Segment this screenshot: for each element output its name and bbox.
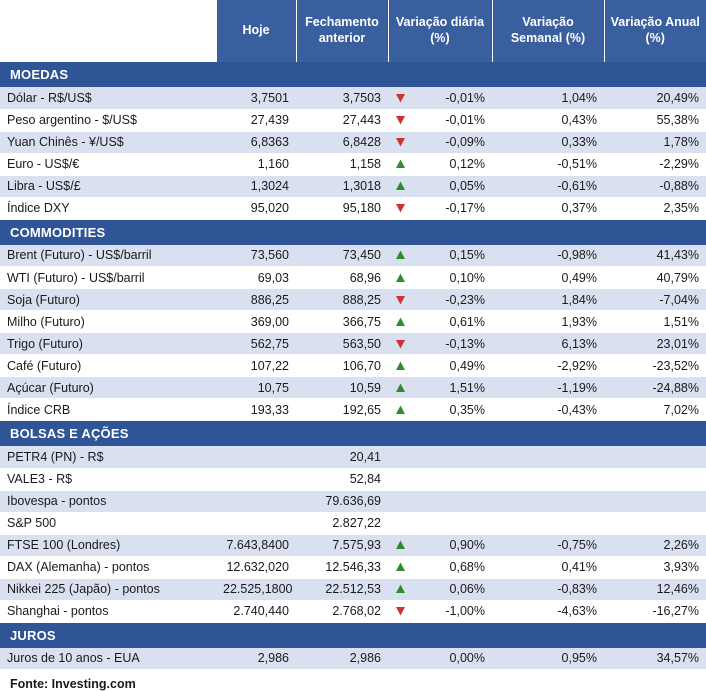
row-label: S&P 500 [0, 512, 216, 534]
header-variacao-anual: Variação Anual (%) [604, 0, 706, 62]
arrow-up-icon [395, 181, 406, 192]
cell-variacao-anual: 55,38% [604, 109, 706, 131]
table-header [0, 0, 706, 62]
footer-row [0, 670, 706, 691]
table-row [0, 245, 706, 267]
row-label: Índice CRB [0, 399, 216, 421]
section-title: MOEDAS [0, 62, 706, 87]
table-row [0, 534, 706, 556]
cell-variacao-semanal: 6,13% [492, 333, 604, 355]
cell-variacao-diaria [388, 578, 492, 600]
arrow-up-icon [395, 562, 406, 573]
cell-hoje: 73,560 [216, 245, 296, 267]
cell-variacao-anual: 41,43% [604, 245, 706, 267]
variacao-diaria-value: 0,61% [450, 315, 485, 329]
cell-variacao-anual: -0,88% [604, 175, 706, 197]
cell-hoje: 3,7501 [216, 87, 296, 109]
cell-hoje [216, 490, 296, 512]
cell-hoje: 1,3024 [216, 175, 296, 197]
section-header-row [0, 62, 706, 87]
cell-hoje: 27,439 [216, 109, 296, 131]
variacao-diaria-value: 0,00% [450, 651, 485, 665]
cell-variacao-semanal: 0,33% [492, 131, 604, 153]
cell-variacao-anual: -16,27% [604, 600, 706, 622]
cell-variacao-anual [604, 512, 706, 534]
cell-hoje: 107,22 [216, 355, 296, 377]
cell-variacao-diaria [388, 556, 492, 578]
header-blank [0, 0, 216, 62]
variacao-diaria-value: 0,35% [450, 403, 485, 417]
cell-variacao-semanal: 1,04% [492, 87, 604, 109]
cell-variacao-anual [604, 490, 706, 512]
arrow-up-icon [395, 382, 406, 393]
variacao-diaria-value: -0,23% [445, 293, 485, 307]
cell-variacao-diaria [388, 399, 492, 421]
variacao-diaria-value: 0,90% [450, 538, 485, 552]
table-row [0, 197, 706, 219]
cell-variacao-semanal: -0,51% [492, 153, 604, 175]
header-variacao-semanal: Variação Semanal (%) [492, 0, 604, 62]
cell-fechamento-anterior: 192,65 [296, 399, 388, 421]
row-label: Café (Futuro) [0, 355, 216, 377]
table-row [0, 399, 706, 421]
cell-fechamento-anterior: 563,50 [296, 333, 388, 355]
row-label: Libra - US$/£ [0, 175, 216, 197]
cell-variacao-diaria [388, 267, 492, 289]
table-row [0, 490, 706, 512]
variacao-diaria-value: -0,17% [445, 201, 485, 215]
cell-variacao-semanal: 0,41% [492, 556, 604, 578]
row-label: Açúcar (Futuro) [0, 377, 216, 399]
cell-variacao-anual: 23,01% [604, 333, 706, 355]
cell-hoje: 2.740,440 [216, 600, 296, 622]
cell-variacao-semanal [492, 512, 604, 534]
cell-variacao-diaria [388, 333, 492, 355]
table-body [0, 62, 706, 691]
arrow-up-icon [395, 159, 406, 170]
cell-hoje: 886,25 [216, 289, 296, 311]
cell-variacao-semanal [492, 468, 604, 490]
table-row [0, 153, 706, 175]
cell-fechamento-anterior: 95,180 [296, 197, 388, 219]
cell-fechamento-anterior: 2.827,22 [296, 512, 388, 534]
variacao-diaria-value: -0,01% [445, 113, 485, 127]
table-row [0, 600, 706, 622]
cell-variacao-semanal: -1,19% [492, 377, 604, 399]
cell-variacao-diaria [388, 490, 492, 512]
cell-fechamento-anterior: 20,41 [296, 446, 388, 468]
variacao-diaria-value: -0,13% [445, 337, 485, 351]
cell-hoje: 22.525,1800 [216, 578, 296, 600]
cell-variacao-anual: 7,02% [604, 399, 706, 421]
cell-variacao-anual: 2,35% [604, 197, 706, 219]
cell-fechamento-anterior: 1,3018 [296, 175, 388, 197]
cell-variacao-diaria [388, 175, 492, 197]
table-row [0, 377, 706, 399]
cell-variacao-diaria [388, 355, 492, 377]
cell-variacao-semanal: 1,93% [492, 311, 604, 333]
cell-variacao-diaria [388, 534, 492, 556]
variacao-diaria-value: 0,06% [450, 582, 485, 596]
cell-fechamento-anterior: 73,450 [296, 245, 388, 267]
cell-fechamento-anterior: 79.636,69 [296, 490, 388, 512]
cell-hoje: 69,03 [216, 267, 296, 289]
cell-variacao-semanal: -0,61% [492, 175, 604, 197]
cell-variacao-diaria [388, 153, 492, 175]
table-row [0, 333, 706, 355]
row-label: Peso argentino - $/US$ [0, 109, 216, 131]
row-label: Trigo (Futuro) [0, 333, 216, 355]
arrow-up-icon [395, 360, 406, 371]
cell-variacao-anual: -23,52% [604, 355, 706, 377]
cell-hoje: 562,75 [216, 333, 296, 355]
table-row [0, 267, 706, 289]
cell-hoje: 1,160 [216, 153, 296, 175]
cell-fechamento-anterior: 7.575,93 [296, 534, 388, 556]
cell-hoje [216, 468, 296, 490]
section-title: JUROS [0, 622, 706, 648]
cell-fechamento-anterior: 3,7503 [296, 87, 388, 109]
cell-variacao-anual: 34,57% [604, 648, 706, 670]
cell-variacao-anual [604, 468, 706, 490]
variacao-diaria-value: -0,09% [445, 135, 485, 149]
cell-variacao-anual: 1,51% [604, 311, 706, 333]
table-row [0, 648, 706, 670]
cell-variacao-semanal: -4,63% [492, 600, 604, 622]
cell-variacao-anual [604, 446, 706, 468]
row-label: Soja (Futuro) [0, 289, 216, 311]
cell-fechamento-anterior: 12.546,33 [296, 556, 388, 578]
row-label: Euro - US$/€ [0, 153, 216, 175]
cell-hoje [216, 446, 296, 468]
cell-variacao-semanal: 0,43% [492, 109, 604, 131]
table-row [0, 311, 706, 333]
cell-variacao-anual: -2,29% [604, 153, 706, 175]
cell-variacao-diaria [388, 87, 492, 109]
cell-variacao-semanal [492, 446, 604, 468]
cell-hoje: 95,020 [216, 197, 296, 219]
cell-variacao-anual: 2,26% [604, 534, 706, 556]
arrow-up-icon [395, 584, 406, 595]
arrow-down-icon [395, 606, 406, 617]
row-label: Yuan Chinês - ¥/US$ [0, 131, 216, 153]
cell-fechamento-anterior: 27,443 [296, 109, 388, 131]
cell-variacao-diaria [388, 311, 492, 333]
cell-variacao-semanal: 1,84% [492, 289, 604, 311]
cell-variacao-diaria [388, 289, 492, 311]
cell-variacao-anual: 12,46% [604, 578, 706, 600]
cell-variacao-diaria [388, 197, 492, 219]
arrow-down-icon [395, 115, 406, 126]
variacao-diaria-value: 0,15% [450, 248, 485, 262]
cell-fechamento-anterior: 52,84 [296, 468, 388, 490]
table-row [0, 355, 706, 377]
section-title: BOLSAS E AÇÕES [0, 421, 706, 447]
cell-variacao-semanal: -0,75% [492, 534, 604, 556]
cell-variacao-semanal [492, 490, 604, 512]
cell-variacao-semanal: -0,98% [492, 245, 604, 267]
arrow-up-icon [395, 316, 406, 327]
arrow-up-icon [395, 540, 406, 551]
table-row [0, 175, 706, 197]
table-row [0, 468, 706, 490]
arrow-down-icon [395, 137, 406, 148]
cell-hoje: 369,00 [216, 311, 296, 333]
row-label: FTSE 100 (Londres) [0, 534, 216, 556]
cell-fechamento-anterior: 1,158 [296, 153, 388, 175]
row-label: PETR4 (PN) - R$ [0, 446, 216, 468]
variacao-diaria-value: 0,10% [450, 271, 485, 285]
table-row [0, 109, 706, 131]
cell-variacao-diaria [388, 600, 492, 622]
section-header-row [0, 219, 706, 245]
cell-variacao-semanal: 0,95% [492, 648, 604, 670]
cell-variacao-semanal: 0,37% [492, 197, 604, 219]
table-row [0, 131, 706, 153]
arrow-up-icon [395, 272, 406, 283]
row-label: Dólar - R$/US$ [0, 87, 216, 109]
cell-fechamento-anterior: 68,96 [296, 267, 388, 289]
arrow-up-icon [395, 404, 406, 415]
cell-variacao-diaria [388, 446, 492, 468]
cell-variacao-semanal: -0,83% [492, 578, 604, 600]
cell-hoje [216, 512, 296, 534]
arrow-down-icon [395, 338, 406, 349]
table-row [0, 556, 706, 578]
row-label: Shanghai - pontos [0, 600, 216, 622]
variacao-diaria-value: 1,51% [450, 381, 485, 395]
variacao-diaria-value: 0,12% [450, 157, 485, 171]
row-label: Brent (Futuro) - US$/barril [0, 245, 216, 267]
row-label: Nikkei 225 (Japão) - pontos [0, 578, 216, 600]
cell-variacao-diaria [388, 512, 492, 534]
cell-fechamento-anterior: 366,75 [296, 311, 388, 333]
table-row [0, 578, 706, 600]
header-fechamento-anterior: Fechamento anterior [296, 0, 388, 62]
cell-variacao-diaria [388, 245, 492, 267]
row-label: Ibovespa - pontos [0, 490, 216, 512]
cell-variacao-anual: 20,49% [604, 87, 706, 109]
cell-variacao-semanal: -2,92% [492, 355, 604, 377]
cell-fechamento-anterior: 2,986 [296, 648, 388, 670]
row-label: Índice DXY [0, 197, 216, 219]
cell-variacao-anual: -7,04% [604, 289, 706, 311]
header-variacao-diaria: Variação diária (%) [388, 0, 492, 62]
cell-hoje: 2,986 [216, 648, 296, 670]
cell-variacao-diaria [388, 648, 492, 670]
variacao-diaria-value: 0,68% [450, 560, 485, 574]
cell-hoje: 193,33 [216, 399, 296, 421]
table-row [0, 512, 706, 534]
section-header-row [0, 421, 706, 447]
variacao-diaria-value: 0,49% [450, 359, 485, 373]
cell-variacao-anual: 40,79% [604, 267, 706, 289]
row-label: Juros de 10 anos - EUA [0, 648, 216, 670]
cell-fechamento-anterior: 10,59 [296, 377, 388, 399]
cell-variacao-semanal: -0,43% [492, 399, 604, 421]
cell-fechamento-anterior: 888,25 [296, 289, 388, 311]
table-row [0, 446, 706, 468]
cell-hoje: 10,75 [216, 377, 296, 399]
cell-variacao-anual: 1,78% [604, 131, 706, 153]
cell-variacao-diaria [388, 377, 492, 399]
source-note: Fonte: Investing.com [0, 670, 706, 691]
arrow-down-icon [395, 92, 406, 103]
section-title: COMMODITIES [0, 219, 706, 245]
cell-variacao-anual: -24,88% [604, 377, 706, 399]
cell-hoje: 7.643,8400 [216, 534, 296, 556]
cell-hoje: 12.632,020 [216, 556, 296, 578]
cell-variacao-diaria [388, 468, 492, 490]
table-row [0, 87, 706, 109]
cell-variacao-anual: 3,93% [604, 556, 706, 578]
arrow-down-icon [395, 203, 406, 214]
cell-fechamento-anterior: 22.512,53 [296, 578, 388, 600]
row-label: Milho (Futuro) [0, 311, 216, 333]
cell-hoje: 6,8363 [216, 131, 296, 153]
variacao-diaria-value: 0,05% [450, 179, 485, 193]
cell-variacao-diaria [388, 109, 492, 131]
cell-fechamento-anterior: 6,8428 [296, 131, 388, 153]
cell-fechamento-anterior: 106,70 [296, 355, 388, 377]
row-label: DAX (Alemanha) - pontos [0, 556, 216, 578]
cell-variacao-diaria [388, 131, 492, 153]
section-header-row [0, 622, 706, 648]
variacao-diaria-value: -0,01% [445, 91, 485, 105]
row-label: VALE3 - R$ [0, 468, 216, 490]
header-hoje: Hoje [216, 0, 296, 62]
arrow-down-icon [395, 294, 406, 305]
table-row [0, 289, 706, 311]
variacao-diaria-value: -1,00% [445, 604, 485, 618]
cell-fechamento-anterior: 2.768,02 [296, 600, 388, 622]
arrow-up-icon [395, 250, 406, 261]
row-label: WTI (Futuro) - US$/barril [0, 267, 216, 289]
cell-variacao-semanal: 0,49% [492, 267, 604, 289]
